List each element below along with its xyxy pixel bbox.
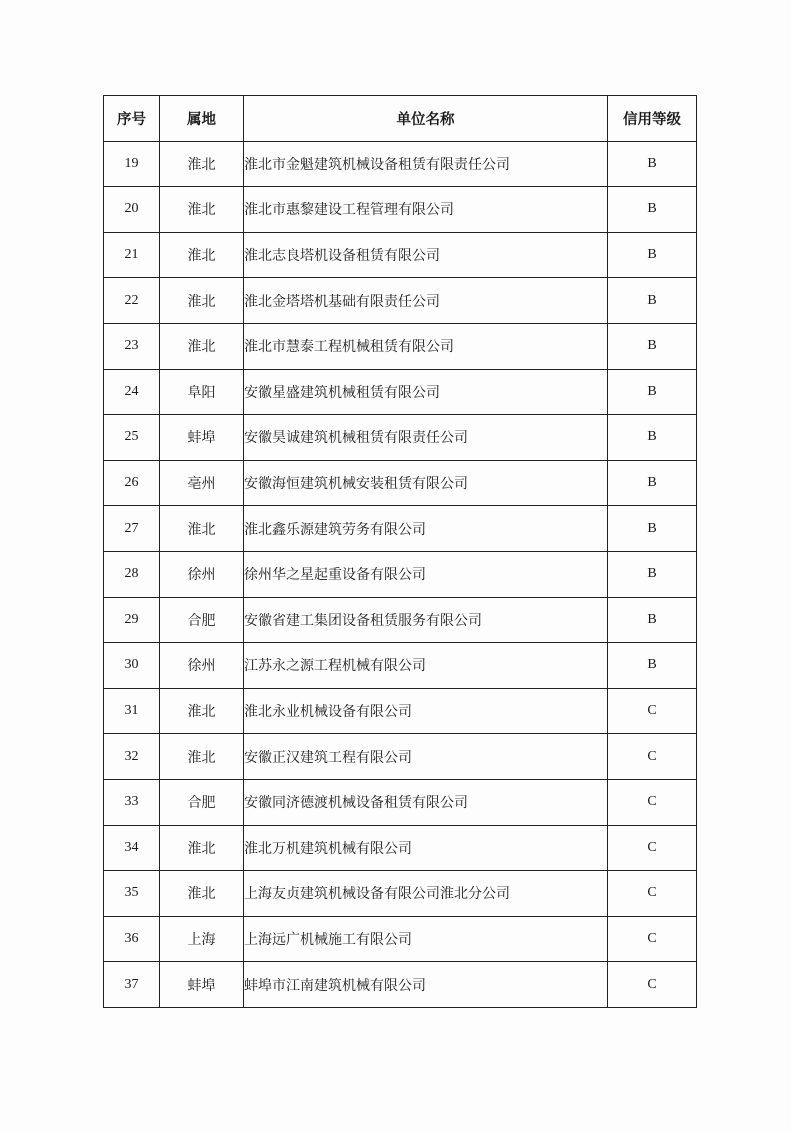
row-location: 蚌埠 xyxy=(160,962,244,1008)
row-credit-grade: C xyxy=(608,779,697,825)
row-location: 淮北 xyxy=(160,232,244,278)
header-no: 序号 xyxy=(104,96,160,142)
row-credit-grade: B xyxy=(608,141,697,187)
row-credit-grade: B xyxy=(608,323,697,369)
row-location: 阜阳 xyxy=(160,369,244,415)
row-number: 19 xyxy=(104,141,160,187)
row-number: 34 xyxy=(104,825,160,871)
table-row xyxy=(104,688,697,734)
table-row xyxy=(104,551,697,597)
row-company-name: 淮北市慧泰工程机械租赁有限公司 xyxy=(244,323,608,369)
row-number: 24 xyxy=(104,369,160,415)
row-location: 淮北 xyxy=(160,688,244,734)
row-number: 20 xyxy=(104,187,160,233)
row-credit-grade: B xyxy=(608,597,697,643)
table-row xyxy=(104,871,697,917)
credit-rating-table xyxy=(103,95,697,1008)
row-credit-grade: C xyxy=(608,916,697,962)
table-row xyxy=(104,734,697,780)
row-location: 淮北 xyxy=(160,141,244,187)
table-row xyxy=(104,141,697,187)
table-row xyxy=(104,779,697,825)
table-header-row xyxy=(104,96,697,142)
table-body xyxy=(104,141,697,1007)
table-row xyxy=(104,323,697,369)
table-row xyxy=(104,415,697,461)
row-credit-grade: C xyxy=(608,871,697,917)
row-location: 徐州 xyxy=(160,643,244,689)
row-number: 32 xyxy=(104,734,160,780)
header-credit-grade: 信用等级 xyxy=(608,96,697,142)
row-company-name: 安徽昊诚建筑机械租赁有限责任公司 xyxy=(244,415,608,461)
row-location: 淮北 xyxy=(160,323,244,369)
row-credit-grade: B xyxy=(608,415,697,461)
row-location: 淮北 xyxy=(160,734,244,780)
row-company-name: 淮北市惠黎建设工程管理有限公司 xyxy=(244,187,608,233)
table-row xyxy=(104,962,697,1008)
row-credit-grade: B xyxy=(608,506,697,552)
row-number: 37 xyxy=(104,962,160,1008)
table-row xyxy=(104,369,697,415)
row-company-name: 淮北金塔塔机基础有限责任公司 xyxy=(244,278,608,324)
row-credit-grade: B xyxy=(608,369,697,415)
row-credit-grade: B xyxy=(608,643,697,689)
row-company-name: 淮北市金魁建筑机械设备租赁有限责任公司 xyxy=(244,141,608,187)
row-location: 合肥 xyxy=(160,779,244,825)
row-company-name: 蚌埠市江南建筑机械有限公司 xyxy=(244,962,608,1008)
row-number: 28 xyxy=(104,551,160,597)
row-company-name: 上海友贞建筑机械设备有限公司淮北分公司 xyxy=(244,871,608,917)
table-row xyxy=(104,825,697,871)
row-location: 亳州 xyxy=(160,460,244,506)
row-company-name: 上海远广机械施工有限公司 xyxy=(244,916,608,962)
row-company-name: 淮北志良塔机设备租赁有限公司 xyxy=(244,232,608,278)
row-location: 上海 xyxy=(160,916,244,962)
row-credit-grade: C xyxy=(608,688,697,734)
row-company-name: 淮北鑫乐源建筑劳务有限公司 xyxy=(244,506,608,552)
row-company-name: 安徽正汉建筑工程有限公司 xyxy=(244,734,608,780)
table-row xyxy=(104,232,697,278)
table-row xyxy=(104,460,697,506)
table-row xyxy=(104,597,697,643)
row-number: 33 xyxy=(104,779,160,825)
row-location: 淮北 xyxy=(160,825,244,871)
row-credit-grade: B xyxy=(608,551,697,597)
header-company-name: 单位名称 xyxy=(244,96,608,142)
row-location: 淮北 xyxy=(160,187,244,233)
row-number: 36 xyxy=(104,916,160,962)
row-credit-grade: B xyxy=(608,232,697,278)
row-number: 21 xyxy=(104,232,160,278)
row-location: 淮北 xyxy=(160,871,244,917)
table-row xyxy=(104,643,697,689)
row-number: 22 xyxy=(104,278,160,324)
row-company-name: 安徽星盛建筑机械租赁有限公司 xyxy=(244,369,608,415)
row-number: 27 xyxy=(104,506,160,552)
row-credit-grade: C xyxy=(608,962,697,1008)
row-location: 淮北 xyxy=(160,278,244,324)
row-location: 淮北 xyxy=(160,506,244,552)
table-row xyxy=(104,506,697,552)
row-credit-grade: B xyxy=(608,460,697,506)
row-credit-grade: B xyxy=(608,187,697,233)
row-company-name: 淮北永业机械设备有限公司 xyxy=(244,688,608,734)
table-row xyxy=(104,187,697,233)
row-company-name: 徐州华之星起重设备有限公司 xyxy=(244,551,608,597)
table-row xyxy=(104,278,697,324)
row-number: 30 xyxy=(104,643,160,689)
row-number: 23 xyxy=(104,323,160,369)
row-number: 35 xyxy=(104,871,160,917)
row-number: 25 xyxy=(104,415,160,461)
table-row xyxy=(104,916,697,962)
row-credit-grade: C xyxy=(608,734,697,780)
row-company-name: 安徽省建工集团设备租赁服务有限公司 xyxy=(244,597,608,643)
row-company-name: 江苏永之源工程机械有限公司 xyxy=(244,643,608,689)
row-credit-grade: B xyxy=(608,278,697,324)
row-location: 徐州 xyxy=(160,551,244,597)
row-number: 29 xyxy=(104,597,160,643)
row-number: 31 xyxy=(104,688,160,734)
row-company-name: 安徽海恒建筑机械安装租赁有限公司 xyxy=(244,460,608,506)
row-location: 合肥 xyxy=(160,597,244,643)
row-company-name: 安徽同济德渡机械设备租赁有限公司 xyxy=(244,779,608,825)
header-location: 属地 xyxy=(160,96,244,142)
row-number: 26 xyxy=(104,460,160,506)
row-credit-grade: C xyxy=(608,825,697,871)
row-location: 蚌埠 xyxy=(160,415,244,461)
row-company-name: 淮北万机建筑机械有限公司 xyxy=(244,825,608,871)
